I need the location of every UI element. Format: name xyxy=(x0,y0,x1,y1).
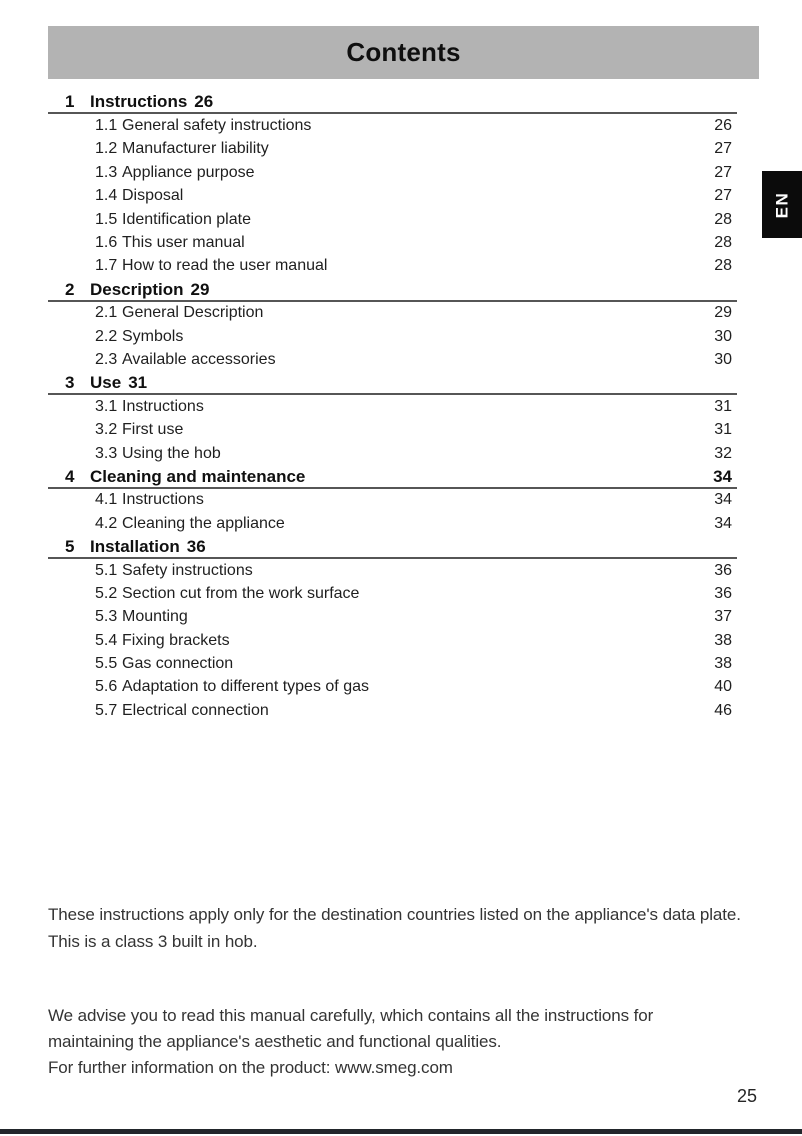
toc-entry-number: 5.1 xyxy=(95,561,118,579)
toc-entry xyxy=(48,255,737,278)
toc-entry xyxy=(48,114,737,137)
toc-section-title: Cleaning and maintenance xyxy=(90,466,306,486)
toc-entry-page: 30 xyxy=(714,350,732,368)
toc-section xyxy=(48,535,737,722)
toc-entry-number: 3.2 xyxy=(95,421,118,439)
toc-entry-page: 31 xyxy=(714,397,732,415)
toc-entry-title: Manufacturer liability xyxy=(122,140,269,158)
toc-entry-number: 1.6 xyxy=(95,234,118,252)
toc-entry-number: 5.7 xyxy=(95,701,118,719)
further-info-line: For further information on the product: www.smeg.com xyxy=(48,1058,453,1077)
toc-entry-title: Available accessories xyxy=(122,350,276,368)
toc-section-heading xyxy=(48,91,737,114)
toc-entry-title: General Description xyxy=(122,304,264,322)
toc-entry-page: 28 xyxy=(714,234,732,252)
toc-section-title: Description xyxy=(90,279,184,299)
toc-section-page: 29 xyxy=(190,279,210,299)
toc-entry-page: 38 xyxy=(714,631,732,649)
advice-note-line: We advise you to read this manual carefully, which contains all the instructions for xyxy=(48,1006,654,1025)
toc-entry-number: 5.2 xyxy=(95,584,118,602)
toc-section-title: Instructions xyxy=(90,92,188,112)
toc-section-heading xyxy=(48,372,737,395)
toc-entry-title: How to read the user manual xyxy=(122,257,328,275)
toc-entry-number: 2.2 xyxy=(95,327,118,345)
toc-entry xyxy=(48,606,737,629)
toc-entry-page: 38 xyxy=(714,655,732,673)
toc-entry xyxy=(48,302,737,325)
toc-entry-title: General safety instructions xyxy=(122,117,312,135)
toc-entry-number: 1.1 xyxy=(95,117,118,135)
toc-entry-page: 31 xyxy=(714,421,732,439)
destination-note-line: These instructions apply only for the destination countries listed on the appliance's data plate. xyxy=(48,905,741,924)
toc-entry-page: 26 xyxy=(714,117,732,135)
toc-entry-title: Symbols xyxy=(122,327,184,345)
toc-entry-title: Appliance purpose xyxy=(122,163,255,181)
toc-entry-number: 3.3 xyxy=(95,444,118,462)
toc-entry xyxy=(48,418,737,441)
toc-entry xyxy=(48,395,737,418)
toc-entry-title: First use xyxy=(122,421,184,439)
toc-entry-number: 1.4 xyxy=(95,187,118,205)
toc-entry xyxy=(48,629,737,652)
toc-entry-number: 5.4 xyxy=(95,631,118,649)
advice-note-line: maintaining the appliance's aesthetic and functional qualities. xyxy=(48,1032,502,1051)
toc-entry-page: 30 xyxy=(714,327,732,345)
advice-note xyxy=(48,1003,748,1081)
table-of-contents xyxy=(48,91,737,723)
toc-entry-number: 1.5 xyxy=(95,210,118,228)
toc-section xyxy=(48,91,737,278)
toc-entry xyxy=(48,652,737,675)
toc-entry xyxy=(48,325,737,348)
toc-entry-title: Instructions xyxy=(122,397,204,415)
toc-entry-title: Using the hob xyxy=(122,444,221,462)
toc-section xyxy=(48,278,737,372)
toc-section-title: Installation xyxy=(90,536,180,556)
toc-entry-page: 34 xyxy=(714,491,732,509)
language-tab-en xyxy=(762,171,802,238)
page-title: Contents xyxy=(346,37,461,67)
toc-entry xyxy=(48,348,737,371)
toc-entry xyxy=(48,699,737,722)
destination-note xyxy=(48,901,748,955)
toc-entry-title: Instructions xyxy=(122,491,204,509)
toc-entry-page: 34 xyxy=(714,514,732,532)
toc-entry-title: Cleaning the appliance xyxy=(122,514,285,532)
toc-section-title: Use xyxy=(90,373,122,393)
toc-entry xyxy=(48,582,737,605)
toc-entry-page: 27 xyxy=(714,187,732,205)
toc-entry-page: 36 xyxy=(714,561,732,579)
toc-section-page: 26 xyxy=(194,92,214,112)
toc-entry-number: 1.7 xyxy=(95,257,118,275)
toc-entry xyxy=(48,231,737,254)
toc-entry-title: Electrical connection xyxy=(122,701,269,719)
toc-entry xyxy=(48,559,737,582)
toc-entry-page: 36 xyxy=(714,584,732,602)
toc-section xyxy=(48,372,737,466)
toc-entry-title: Gas connection xyxy=(122,655,234,673)
toc-section-page: 31 xyxy=(128,373,148,393)
page-number: 25 xyxy=(736,1086,757,1106)
toc-entry-number: 3.1 xyxy=(95,397,118,415)
toc-entry-number: 1.2 xyxy=(95,140,118,158)
language-tab-label: EN xyxy=(772,191,791,218)
toc-entry-page: 28 xyxy=(714,257,732,275)
toc-section-number: 1 xyxy=(65,92,75,112)
toc-entry xyxy=(48,138,737,161)
toc-entry xyxy=(48,185,737,208)
toc-entry-number: 2.1 xyxy=(95,304,118,322)
toc-entry-title: Disposal xyxy=(122,187,184,205)
toc-section xyxy=(48,465,737,535)
toc-entry-page: 40 xyxy=(714,678,732,696)
toc-entry xyxy=(48,161,737,184)
toc-section-page: 34 xyxy=(713,466,732,486)
bottom-border-bar xyxy=(0,1129,802,1134)
toc-entry xyxy=(48,208,737,231)
toc-section-heading xyxy=(48,278,737,301)
toc-section-heading xyxy=(48,465,737,488)
toc-entry-title: Section cut from the work surface xyxy=(122,584,360,602)
toc-entry xyxy=(48,512,737,535)
toc-entry-title: Adaptation to different types of gas xyxy=(122,678,369,696)
toc-section-page: 36 xyxy=(186,536,206,556)
toc-entry xyxy=(48,442,737,465)
toc-entry-number: 5.5 xyxy=(95,655,118,673)
toc-entry-number: 4.1 xyxy=(95,491,118,509)
toc-entry-page: 27 xyxy=(714,163,732,181)
toc-entry-page: 32 xyxy=(714,444,732,462)
toc-section-number: 4 xyxy=(65,466,75,486)
toc-section-number: 5 xyxy=(65,536,75,556)
toc-section-number: 3 xyxy=(65,373,75,393)
toc-entry-number: 5.3 xyxy=(95,608,118,626)
toc-entry-title: Fixing brackets xyxy=(122,631,230,649)
toc-entry xyxy=(48,676,737,699)
toc-entry-title: This user manual xyxy=(122,234,245,252)
toc-entry xyxy=(48,489,737,512)
toc-entry-page: 46 xyxy=(714,701,732,719)
contents-header-bar xyxy=(48,26,759,79)
toc-entry-title: Mounting xyxy=(122,608,188,626)
toc-entry-title: Identification plate xyxy=(122,210,251,228)
toc-entry-page: 28 xyxy=(714,210,732,228)
toc-entry-page: 29 xyxy=(714,304,732,322)
toc-entry-page: 37 xyxy=(714,608,732,626)
toc-entry-number: 1.3 xyxy=(95,163,118,181)
destination-note-line: This is a class 3 built in hob. xyxy=(48,932,258,951)
toc-entry-number: 5.6 xyxy=(95,678,118,696)
toc-section-number: 2 xyxy=(65,279,75,299)
toc-entry-number: 2.3 xyxy=(95,350,118,368)
toc-section-heading xyxy=(48,535,737,558)
toc-entry-number: 4.2 xyxy=(95,514,118,532)
toc-entry-page: 27 xyxy=(714,140,732,158)
toc-entry-title: Safety instructions xyxy=(122,561,253,579)
